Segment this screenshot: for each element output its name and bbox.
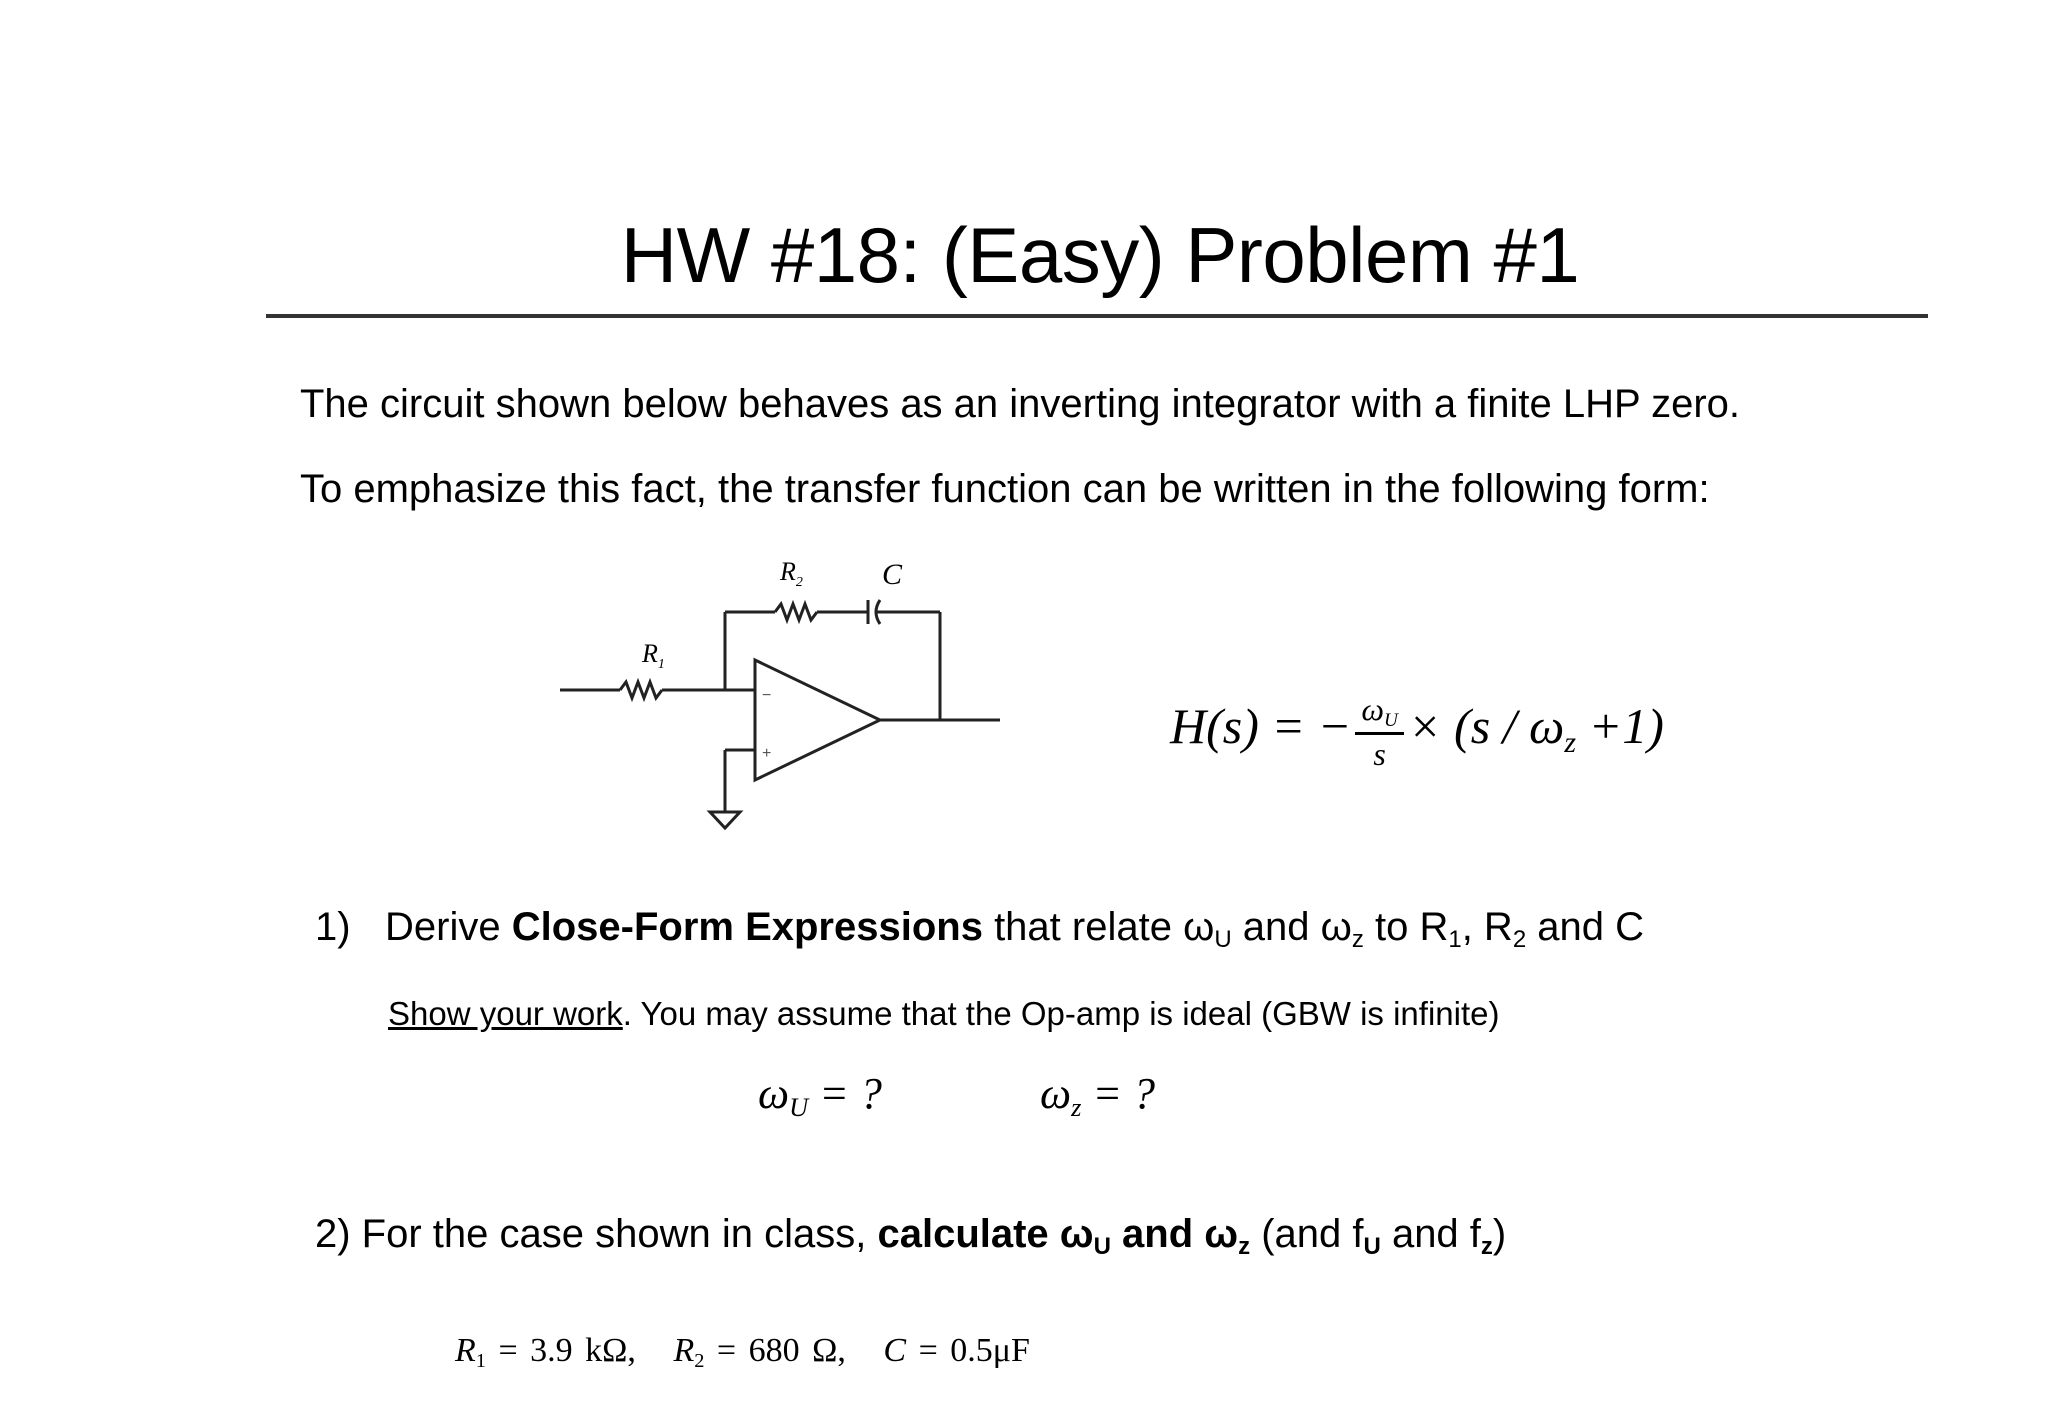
non-inverting-sign: + [762, 745, 772, 762]
r1-label: $R_1$ [642, 639, 665, 672]
tf-rhs: × (s / ω [1407, 698, 1565, 755]
c-label: C [882, 558, 903, 591]
page-title: HW #18: (Easy) Problem #1 [620, 211, 1580, 299]
component-values: $R_1 = 3.9$ kΩ, $R_2 = 680$ Ω, C = 0.5μF [455, 1332, 1030, 1373]
omega-u-equation: $\omega_U$ = ? [758, 1069, 882, 1122]
tf-fraction: $\frac{\omega_U}{s}$ [1355, 690, 1403, 773]
resistor-r2 [775, 604, 817, 620]
show-your-work-text: Show your work [388, 995, 623, 1032]
question-1-number: 1) [315, 905, 351, 949]
show-work-note: Show your work. You may assume that the Op-amp is ideal (GBW is infinite) [388, 995, 1500, 1032]
op-amp-triangle [755, 660, 880, 780]
inverting-sign: − [762, 687, 772, 704]
title-divider [266, 314, 1928, 318]
circuit-diagram [550, 550, 1030, 850]
resistor-r1 [620, 682, 662, 698]
transfer-function: H(s) = − $\frac{\omega_U}{s}$ × $(s / \omega_z +1)$ [1170, 691, 1664, 772]
intro-line-2: To emphasize this fact, the transfer function can be written in the following form: [300, 467, 1710, 511]
omega-z-equation: $\omega_z$ = ? [1040, 1069, 1156, 1122]
intro-line-1: The circuit shown below behaves as an inverting integrator with a finite LHP zero. [300, 382, 1741, 426]
question-2: 2) For the case shown in class, calculate $\omega_U$ and $\omega_z$ (and $f_U$ and $f_z$) [315, 1212, 1507, 1261]
r2-label: $R_2$ [780, 557, 803, 590]
tf-lhs: H(s) = − [1170, 698, 1352, 755]
question-1: 1) Derive Close-Form Expressions that relate $\omega_U$ and $\omega_z$ to $R_1$, $R_2$ and C [315, 905, 1645, 954]
ground-icon [710, 812, 740, 828]
